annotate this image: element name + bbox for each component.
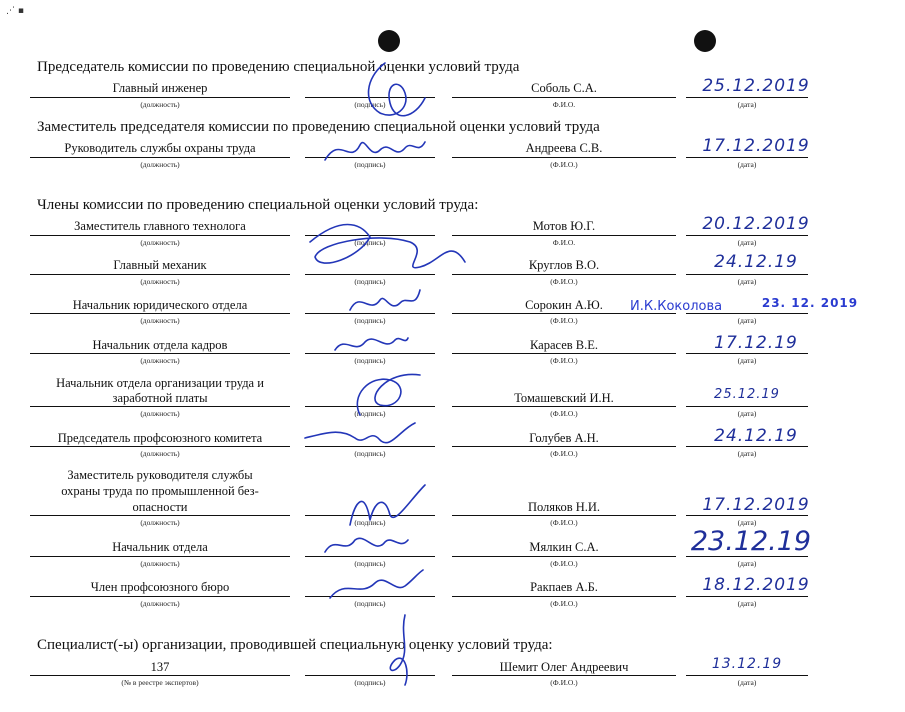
member-signature-caption: (подпись) [354,449,386,458]
member-signature [300,212,470,282]
punch-hole-left [378,30,400,52]
member-date-caption: (дата) [737,559,757,568]
specialist-signature [365,610,435,690]
member-position: Начальник отдела кадров [92,338,228,352]
member-position: Главный механик [113,258,207,272]
member-position-line: опасности [132,500,188,514]
punch-hole-right [694,30,716,52]
member-position: Член профсоюзного бюро [90,580,230,594]
member-signature-caption: (подпись) [354,599,386,608]
member-name: Сорокин А.Ю. [525,298,603,312]
member-date-caption: (дата) [737,316,757,325]
member-date-caption: (дата) [737,356,757,365]
member-name-caption: (Ф.И.О.) [550,409,578,418]
chairman-name: Соболь С.А. [531,81,597,95]
member-name: Томашевский И.Н. [514,391,614,405]
deputy-date: 17.12.2019 [702,136,810,156]
member-position: Начальник отдела [112,540,208,554]
member-name-caption: (Ф.И.О.) [550,518,578,527]
member-name-caption: Ф.И.О. [552,238,576,247]
deputy-signature-caption: (подпись) [354,160,386,169]
chairman-name-caption: Ф.И.О. [552,100,576,109]
chairman-position: Главный инженер [112,81,208,95]
member-date: 17.12.19 [714,333,798,353]
deputy-position: Руководитель службы охраны труда [64,141,256,155]
member-position-caption: (должность) [140,356,180,365]
member-position-caption: (должность) [140,599,180,608]
typed-stamp-name: И.К.Коколова [630,299,723,314]
member-signature-caption: (подпись) [354,559,386,568]
chairman-date-caption: (дата) [737,100,757,109]
member-name-caption: (Ф.И.О.) [550,277,578,286]
chairman-heading: Председатель комиссии по проведению специальной оценки условий труда [37,59,520,75]
member-date: 17.12.2019 [702,495,810,515]
member-date: 24.12.19 [714,252,798,272]
member-signature-caption: (подпись) [354,238,386,247]
member-date-caption: (дата) [737,238,757,247]
specialist-heading: Специалист(-ы) организации, проводившей специальную оценку условий труда: [37,637,553,653]
member-date-caption: (дата) [737,599,757,608]
chairman-signature-caption: (подпись) [354,100,386,109]
member-date-caption: (дата) [737,449,757,458]
chairman-date: 25.12.2019 [702,76,810,96]
member-position: Председатель профсоюзного комитета [57,431,263,445]
member-name: Карасев В.Е. [529,338,599,352]
member-position-caption: (должность) [140,449,180,458]
member-date: 23. 12. 2019 [761,296,859,310]
scan-corner-mark: ⋰ ▪ [6,6,24,16]
member-signature [330,330,410,360]
member-position-caption: (должность) [140,559,180,568]
member-name-caption: (Ф.И.О.) [550,449,578,458]
member-name-caption: (Ф.И.О.) [550,559,578,568]
member-signature-caption: (подпись) [354,277,386,286]
member-date: 25.12.19 [714,387,780,402]
member-date-caption: (дата) [737,518,757,527]
member-name: Поляков Н.И. [527,500,601,514]
members-heading: Члены комиссии по проведению специальной оценки условий труда: [37,197,479,213]
member-position-caption: (должность) [140,238,180,247]
member-position-line: охраны труда по промышленной без- [61,484,259,498]
member-position-line: Заместитель руководителя службы [67,468,253,482]
member-date: 20.12.2019 [702,214,810,234]
chairman-position-caption: (должность) [140,100,180,109]
member-signature [300,418,420,458]
member-signature-caption: (подпись) [354,316,386,325]
member-signature [340,365,430,420]
member-date-caption: (дата) [737,409,757,418]
member-position-caption: (должность) [140,277,180,286]
member-date-caption: (дата) [737,277,757,286]
member-name: Мотов Ю.Г. [532,219,596,233]
member-name-caption: (Ф.И.О.) [550,356,578,365]
member-signature [345,285,425,320]
deputy-date-caption: (дата) [737,160,757,169]
deputy-position-caption: (должность) [140,160,180,169]
member-signature [340,480,430,530]
member-date: 18.12.2019 [702,575,810,595]
member-name: Ракпаев А.Б. [530,580,598,594]
member-signature-caption: (подпись) [354,409,386,418]
specialist-name-caption: (Ф.И.О.) [550,678,578,687]
member-name: Круглов В.О. [528,258,600,272]
member-position: Начальник юридического отдела [72,298,248,312]
member-position-caption: (должность) [140,316,180,325]
member-position: Заместитель главного технолога [74,219,246,233]
deputy-name-caption: (Ф.И.О.) [550,160,578,169]
specialist-name: Шемит Олег Андреевич [499,660,629,674]
member-name-caption: (Ф.И.О.) [550,316,578,325]
member-position-caption: (должность) [140,409,180,418]
member-position-line: Начальник отдела организации труда и [56,376,264,390]
specialist-date: 13.12.19 [711,656,783,672]
specialist-date-caption: (дата) [737,678,757,687]
member-date: 23.12.19 [690,526,812,557]
member-name: Голубев А.Н. [529,431,599,445]
member-name: Мялкин С.А. [529,540,599,554]
member-position-line: заработной платы [112,391,208,405]
specialist-registry-number: 137 [150,660,170,674]
member-signature [325,568,425,608]
specialist-registry-caption: (№ в реестре экспертов) [121,678,199,687]
chairman-signature [355,58,435,128]
member-signature [320,530,410,560]
deputy-heading: Заместитель председателя комиссии по проведению специальной оценки условий труда [37,119,600,135]
specialist-signature-caption: (подпись) [354,678,386,687]
member-signature-caption: (подпись) [354,356,386,365]
deputy-name: Андреева С.В. [525,141,603,155]
deputy-signature [320,130,430,170]
member-signature-caption: (подпись) [354,518,386,527]
member-name-caption: (Ф.И.О.) [550,599,578,608]
member-date: 24.12.19 [714,426,798,446]
member-position-caption: (должность) [140,518,180,527]
